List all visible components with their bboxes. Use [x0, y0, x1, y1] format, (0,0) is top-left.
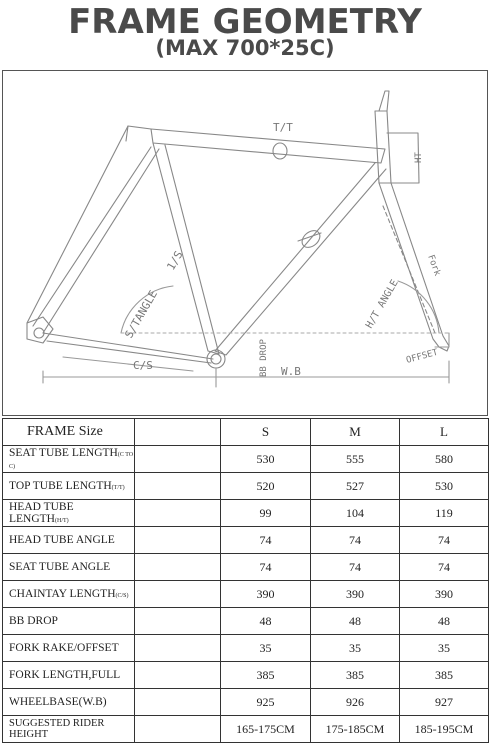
- table-cell: 530: [400, 473, 489, 500]
- row-label-sub: (T/T): [111, 485, 125, 491]
- table-cell: 74: [311, 527, 400, 554]
- table-cell: 48: [311, 608, 400, 635]
- table-cell: 555: [311, 446, 400, 473]
- table-row: [3, 500, 489, 527]
- table-cell: 527: [311, 473, 400, 500]
- label-head-tube-angle: H/T ANGLE: [364, 278, 401, 331]
- row-label-text: BB DROP: [9, 615, 58, 627]
- table-cell: 530: [221, 446, 311, 473]
- geometry-table: [2, 418, 489, 743]
- label-offset: OFFSET: [405, 347, 440, 366]
- table-cell: 74: [221, 527, 311, 554]
- row-label: [3, 608, 135, 635]
- table-cell: 927: [400, 689, 489, 716]
- row-label-text: TOP TUBE LENGTH: [9, 480, 112, 492]
- row-label: [3, 473, 135, 500]
- table-row: [3, 662, 489, 689]
- table-cell: 74: [221, 554, 311, 581]
- row-label: [3, 527, 135, 554]
- size-l: L: [400, 419, 489, 446]
- page-subtitle: (MAX 700*25C): [155, 36, 335, 60]
- row-label-text: HEAD TUBE ANGLE: [9, 534, 115, 546]
- table-cell: 99: [221, 500, 311, 527]
- table-cell: 580: [400, 446, 489, 473]
- table-cell: 74: [400, 554, 489, 581]
- table-cell: 104: [311, 500, 400, 527]
- row-label-text: SUGGESTED RIDER HEIGHT: [9, 718, 105, 740]
- table-cell: 385: [221, 662, 311, 689]
- table-cell: 35: [400, 635, 489, 662]
- table-cell: 520: [221, 473, 311, 500]
- table-row: [3, 527, 489, 554]
- row-label-text: SEAT TUBE ANGLE: [9, 561, 111, 573]
- table-cell: 185-195CM: [400, 716, 489, 743]
- row-label: [3, 554, 135, 581]
- down-tube-shape: [215, 163, 386, 355]
- row-label-text: WHEELBASE(W.B): [9, 696, 107, 708]
- row-label: [3, 500, 135, 527]
- table-cell: 390: [400, 581, 489, 608]
- row-label-sub: (H/T): [55, 518, 69, 524]
- table-row: [3, 581, 489, 608]
- label-bb-drop: BB DROP: [259, 339, 269, 377]
- label-seat-tube: 1/S: [164, 248, 186, 273]
- table-row: [3, 446, 489, 473]
- table-row: [3, 635, 489, 662]
- page-title: FRAME GEOMETRY: [68, 2, 422, 42]
- table-cell: 175-185CM: [311, 716, 400, 743]
- row-label: [3, 716, 135, 743]
- label-chainstay: C/S: [133, 359, 153, 372]
- table-row: [3, 689, 489, 716]
- row-label-text: FORK RAKE/OFFSET: [9, 642, 119, 654]
- row-label-text: HEAD TUBE LENGTH: [9, 501, 74, 525]
- size-m: M: [311, 419, 400, 446]
- table-cell: 74: [400, 527, 489, 554]
- table-cell: 119: [400, 500, 489, 527]
- table-cell: 165-175CM: [221, 716, 311, 743]
- seat-tube-shape: [153, 143, 219, 354]
- table-row: [3, 716, 489, 743]
- seat-stay-dim: [27, 126, 128, 323]
- table-cell: 35: [311, 635, 400, 662]
- header-label: FRAME Size: [3, 419, 135, 446]
- table-row: [3, 608, 489, 635]
- size-s: S: [221, 419, 311, 446]
- label-fork: Fork: [425, 253, 442, 278]
- label-seat-tube-angle: S/TANGLE: [122, 288, 161, 341]
- row-label-text: SEAT TUBE LENGTH: [9, 447, 118, 459]
- tt-dim-line: [126, 126, 151, 141]
- row-label: [3, 689, 135, 716]
- row-label: [3, 635, 135, 662]
- table-cell: 48: [221, 608, 311, 635]
- table-cell: 925: [221, 689, 311, 716]
- rear-dropout: [27, 317, 53, 343]
- table-cell: 35: [221, 635, 311, 662]
- frame-diagram: [2, 70, 488, 416]
- row-label-sub: (C TO C): [9, 452, 134, 470]
- table-cell: 48: [400, 608, 489, 635]
- table-cell: 390: [311, 581, 400, 608]
- row-label: [3, 446, 135, 473]
- row-label: [3, 662, 135, 689]
- row-label-sub: (C/S): [115, 593, 129, 599]
- table-cell: 385: [400, 662, 489, 689]
- label-wheelbase: W.B: [281, 365, 301, 378]
- label-top-tube: T/T: [273, 121, 293, 134]
- row-label-text: FORK LENGTH,FULL: [9, 669, 121, 681]
- table-cell: 74: [311, 554, 400, 581]
- table-row: [3, 473, 489, 500]
- table-header-row: [3, 419, 489, 446]
- label-head-tube: HT: [414, 152, 424, 163]
- row-label: [3, 581, 135, 608]
- table-cell: 926: [311, 689, 400, 716]
- table-row: [3, 554, 489, 581]
- top-tube-shape: [151, 129, 385, 163]
- frame-diagram-svg: [3, 71, 489, 417]
- table-cell: 385: [311, 662, 400, 689]
- row-label-text: CHAINTAY LENGTH: [9, 588, 116, 600]
- table-cell: 390: [221, 581, 311, 608]
